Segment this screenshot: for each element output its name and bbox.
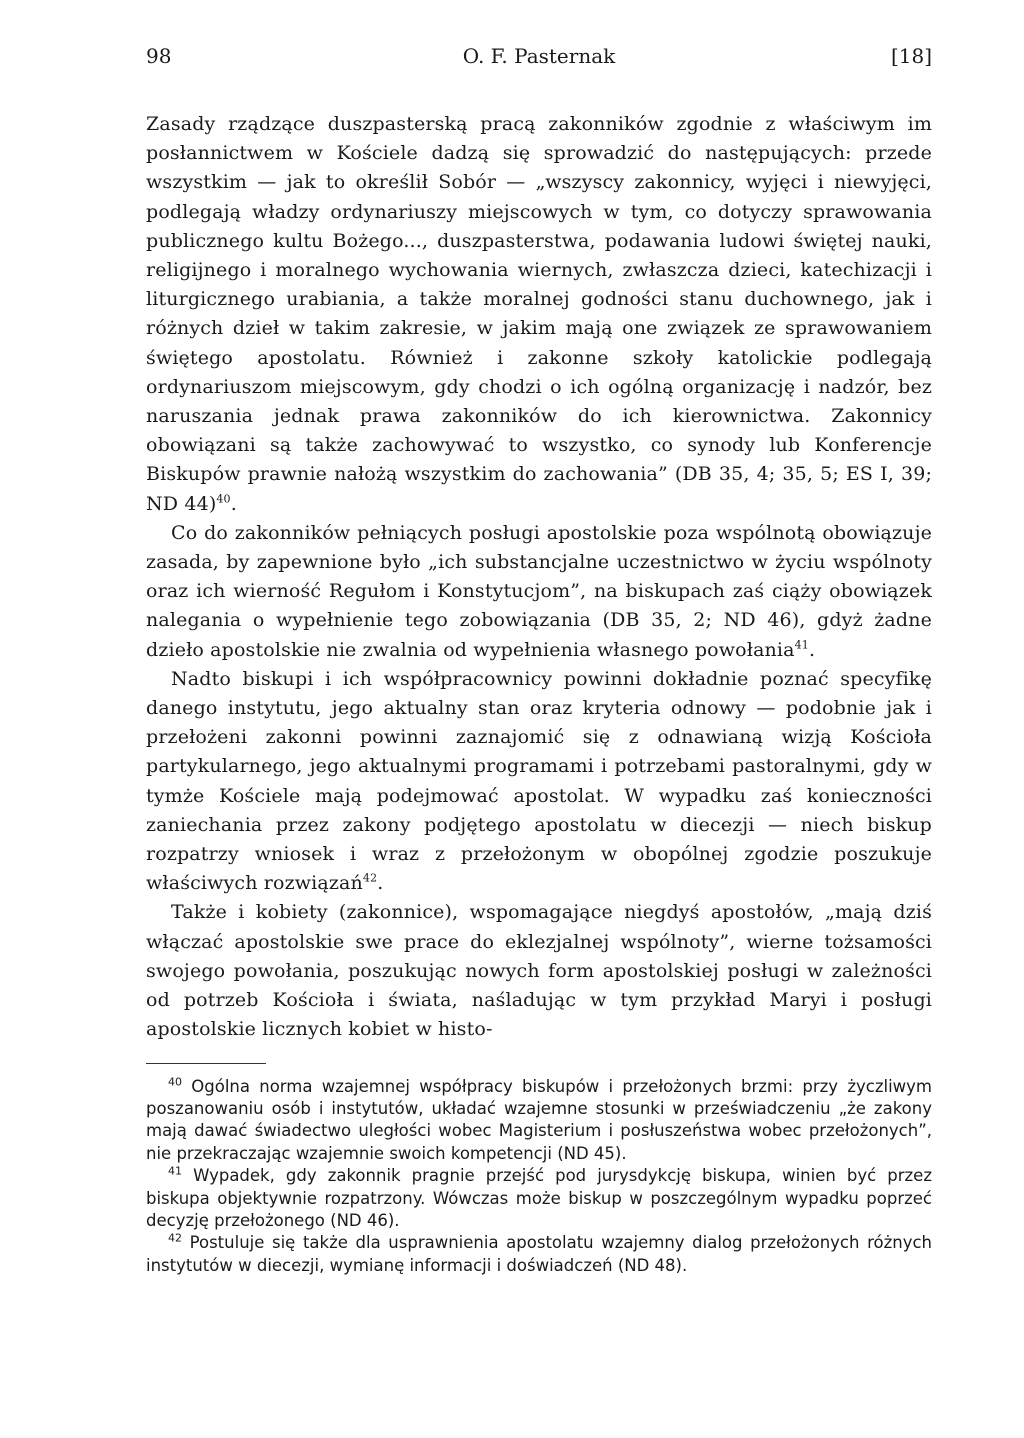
footnote-ref-42: 42 [362, 871, 378, 885]
footnote-number: 40 [168, 1075, 182, 1088]
paragraph-1-text: Zasady rządzące duszpasterską pracą zakonników zgodnie z właściwym im posłannictwem w Kościele dadzą się sprowadzić do następujących: przede wszystkim — jak to określił Sobór — „wszyscy zakonnicy, wyjęci i niewyjęci, podlegają władzy ordynariuszy miejscowych w tym, co dotyczy sprawowania publicznego kultu Bożego..., duszpasterstwa, podawania ludowi świętej nauki, religijnego i moralnego wychowania wiernych, zwłaszcza dzieci, katechizacji i liturgicznego urabiania, a także moralnej godności stanu duchownego, jak i różnych dzieł w takim zakresie, w jakim mają one związek ze sprawowaniem świętego apostolatu. Również i zakonne szkoły katolickie podlegają ordynariuszom miejscowym, gdy chodzi o ich ogólną organizację i nadzór, bez naruszania jednak prawa zakonników do ich kierownictwa. Zakonnicy obowiązani są także zachowywać to wszystko, co synody lub Konferencje Biskupów prawnie nałożą wszystkim do zachowania” (DB 35, 4; 35, 5; ES I, 39; ND 44) [146, 113, 932, 515]
paragraph-2-text: Co do zakonników pełniących posługi apostolskie poza wspólnotą obowiązuje zasada, by zapewnione było „ich substancjalne uczestnictwo w życiu wspólnoty oraz ich wierność Regułom i Konstytucjom”, na biskupach zaś ciąży obowiązek nalegania o wypełnienie tego zobowiązania (DB 35, 2; ND 46), gdyż żadne dzieło apostolskie nie zwalnia od wypełnienia własnego powołania [146, 521, 932, 661]
footnote-42 [146, 1232, 932, 1277]
footnote-text: Postuluje się także dla usprawnienia apostolatu wzajemny dialog przełożonych różnych instytutów w diecezji, wymianę informacji i doświadczeń (ND 48). [146, 1233, 933, 1275]
footnote-text: Ogólna norma wzajemnej współpracy biskupów i przełożonych brzmi: przy życzliwym poszanowaniu osób i instytutów, układać wzajemne stosunki w przeświadczeniu „że zakony mają dawać świadectwo uległości wobec Magisterium i posłuszeństwa wobec przełożonych”, nie przekraczając wzajemnie swoich kompetencji (ND 45). [146, 1076, 932, 1163]
main-text [146, 110, 932, 1045]
paragraph-2 [146, 519, 932, 665]
page [146, 44, 932, 1277]
paragraph-1-end: . [230, 492, 237, 515]
footnote-text: Wypadek, gdy zakonnik pragnie przejść pod jurysdykcję biskupa, winien być przez biskupa objektywnie rozpatrzony. Wówczas może biskup w poszczególnym wypadku poprzeć decyzję przełożonego (ND 46). [146, 1166, 932, 1230]
page-number: 98 [146, 44, 172, 68]
footnote-ref-40: 40 [216, 492, 231, 506]
footnotes [146, 1076, 932, 1278]
footnote-number: 41 [168, 1164, 182, 1178]
footnote-41 [146, 1165, 932, 1232]
paragraph-3-end: . [377, 872, 384, 895]
footnote-divider [146, 1063, 266, 1064]
section-marker: [18] [890, 44, 932, 68]
running-head-author: O. F. Pasternak [462, 44, 616, 68]
footnote-ref-41: 41 [794, 638, 809, 652]
paragraph-4 [146, 898, 932, 1044]
paragraph-2-end: . [808, 638, 816, 661]
paragraph-1 [146, 110, 932, 519]
paragraph-3 [146, 665, 932, 899]
footnote-number: 42 [168, 1231, 182, 1245]
paragraph-3-text: Nadto biskupi i ich współpracownicy powinni dokładnie poznać specyfikę danego instytutu, jego aktualny stan oraz kryteria odnowy — podobnie jak i przełożeni zakonni powinni zaznajomić się z odnawianą wizją Kościoła partykularnego, jego aktualnymi programami i potrzebami pastoralnymi, gdy w tymże Kościele mają podejmować apostolat. W wypadku zaś konieczności zaniechania przez zakony podjętego apostolatu w diecezji — niech biskup rozpatrzy wniosek i wraz z przełożonym w obopólnej zgodzie poszukuje właściwych rozwiązań [146, 667, 932, 895]
running-header [146, 44, 932, 74]
footnote-40 [146, 1076, 932, 1166]
paragraph-4-text: Także i kobiety (zakonnice), wspomagające niegdyś apostołów, „mają dziś włączać apostolskie swe prace do eklezjalnej wspólnoty”, wierne tożsamości swojego powołania, poszukując nowych form apostolskiej posługi w zależności od potrzeb Kościoła i świata, naśladując w tym przykład Maryi i posługi apostolskie licznych kobiet w histo- [146, 901, 932, 1041]
